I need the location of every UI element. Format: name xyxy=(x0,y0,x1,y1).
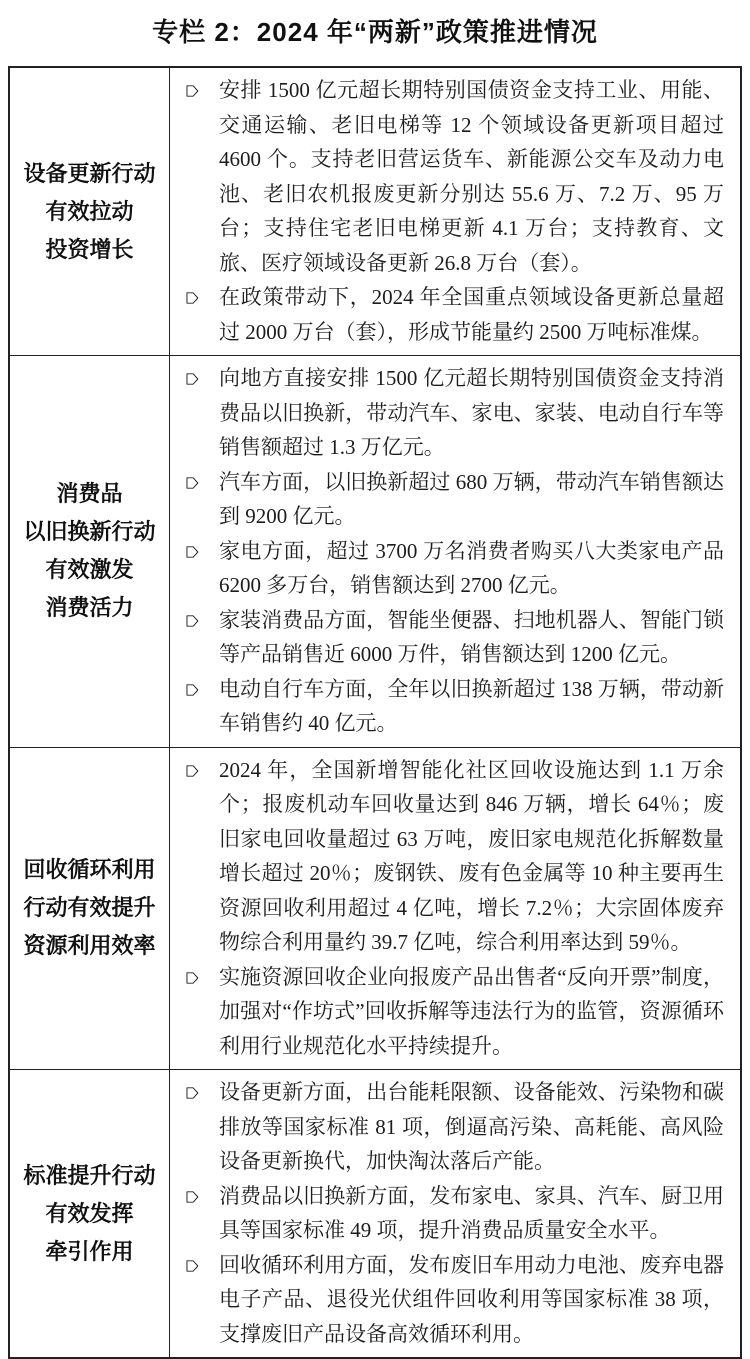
list-item-text: 安排 1500 亿元超长期特别国债资金支持工业、用能、交通运输、老旧电梯等 12 个领域设备更新项目超过 4600 个。支持老旧营运货车、新能源公交车及动力电池、老旧农机报废更新分别达 55.6 万、7.2 万、95 万台；支持住宅老旧电梯更新 4.1 万台；支持教育、文旅、医疗领域设备更新 26.8 万台（套）。 xyxy=(219,78,724,275)
pentagon-arrow-icon xyxy=(170,465,219,491)
list-item-text: 电动自行车方面，全年以旧换新超过 138 万辆，带动新车销售约 40 亿元。 xyxy=(219,676,724,735)
row-content xyxy=(170,748,740,1070)
list-item xyxy=(170,1179,724,1248)
list-item xyxy=(170,73,724,280)
list-item-text: 回收循环利用方面，发布废旧车用动力电池、废弃电器电子产品、退役光伏组件回收利用等国家标准 38 项，支撑废旧产品设备高效循环利用。 xyxy=(219,1252,724,1346)
pentagon-arrow-icon xyxy=(170,960,219,986)
list-item xyxy=(170,672,724,741)
row-label-line: 以旧换新行动 xyxy=(23,519,156,545)
list-item xyxy=(170,361,724,465)
list-item-text: 消费品以旧换新方面，发布家电、家具、汽车、厨卫用具等国家标准 49 项，提升消费品质量安全水平。 xyxy=(219,1183,724,1242)
pentagon-arrow-icon xyxy=(170,672,219,698)
list-item xyxy=(170,960,724,1064)
row-label-line: 有效发挥 xyxy=(45,1200,134,1226)
pentagon-arrow-icon xyxy=(170,73,219,99)
list-item xyxy=(170,280,724,349)
list-item-text: 实施资源回收企业向报废产品出售者“反向开票”制度，加强对“作坊式”回收拆解等违法行为的监管，资源循环利用行业规范化水平持续提升。 xyxy=(219,964,724,1058)
row-label-line: 消费品 xyxy=(56,481,123,507)
pentagon-arrow-icon xyxy=(170,1179,219,1205)
table-row xyxy=(10,1069,740,1357)
list-item-text: 向地方直接安排 1500 亿元超长期特别国债资金支持消费品以旧换新，带动汽车、家电、家装、电动自行车等销售额超过 1.3 万亿元。 xyxy=(219,366,724,459)
row-label-line: 标准提升行动 xyxy=(23,1162,156,1188)
list-item xyxy=(170,753,724,960)
page-title: 专栏 2：2024 年“两新”政策推进情况 xyxy=(152,17,598,47)
list-item xyxy=(170,1075,724,1179)
row-content xyxy=(170,1070,740,1357)
row-label-line: 消费活力 xyxy=(45,595,134,621)
row-content xyxy=(170,356,740,747)
list-item-text: 在政策带动下，2024 年全国重点领域设备更新总量超过 2000 万台（套），形成节能量约 2500 万吨标准煤。 xyxy=(219,285,724,344)
list-item-text: 2024 年，全国新增智能化社区回收设施达到 1.1 万余个；报废机动车回收量达到 846 万辆，增长 64％；废旧家电回收量超过 63 万吨，废旧家电规范化拆解数量增长超过 20％；废钢铁、废有色金属等 10 种主要再生资源回收利用超过 4 亿吨，增长 7.2％；大宗固体废弃物综合利用量约 39.7 亿吨，综合利用率达到 59％。 xyxy=(219,757,724,954)
list-item xyxy=(170,603,724,672)
list-item-text: 家装消费品方面，智能坐便器、扫地机器人、智能门锁等产品销售近 6000 万件，销售额达到 1200 亿元。 xyxy=(219,607,724,666)
list-item-text: 汽车方面，以旧换新超过 680 万辆，带动汽车销售额达到 9200 亿元。 xyxy=(219,469,724,528)
row-content xyxy=(170,68,740,355)
row-label-line: 资源利用效率 xyxy=(23,933,156,959)
pentagon-arrow-icon xyxy=(170,1248,219,1274)
list-item-text: 设备更新方面，出台能耗限额、设备能效、污染物和碳排放等国家标准 81 项，倒逼高污染、高耗能、高风险设备更新换代，加快淘汰落后产能。 xyxy=(219,1080,724,1173)
list-item xyxy=(170,465,724,534)
row-label-line: 投资增长 xyxy=(45,236,134,262)
row-label-line: 回收循环利用 xyxy=(23,857,156,883)
row-label-line: 牵引作用 xyxy=(45,1238,134,1264)
list-item-text: 家电方面，超过 3700 万名消费者购买八大类家电产品 6200 多万台，销售额达到 2700 亿元。 xyxy=(219,538,724,597)
row-label xyxy=(10,748,170,1070)
row-label xyxy=(10,1070,170,1357)
pentagon-arrow-icon xyxy=(170,753,219,779)
policy-table xyxy=(8,66,742,1359)
pentagon-arrow-icon xyxy=(170,603,219,629)
row-label xyxy=(10,356,170,747)
pentagon-arrow-icon xyxy=(170,361,219,387)
pentagon-arrow-icon xyxy=(170,1075,219,1101)
row-label-line: 行动有效提升 xyxy=(23,895,156,921)
row-label xyxy=(10,68,170,355)
pentagon-arrow-icon xyxy=(170,280,219,306)
table-row xyxy=(10,355,740,747)
row-label-line: 设备更新行动 xyxy=(23,160,156,186)
table-row xyxy=(10,68,740,355)
list-item xyxy=(170,534,724,603)
pentagon-arrow-icon xyxy=(170,534,219,560)
list-item xyxy=(170,1248,724,1352)
row-label-line: 有效拉动 xyxy=(45,198,134,224)
row-label-line: 有效激发 xyxy=(45,557,134,583)
table-row xyxy=(10,747,740,1070)
